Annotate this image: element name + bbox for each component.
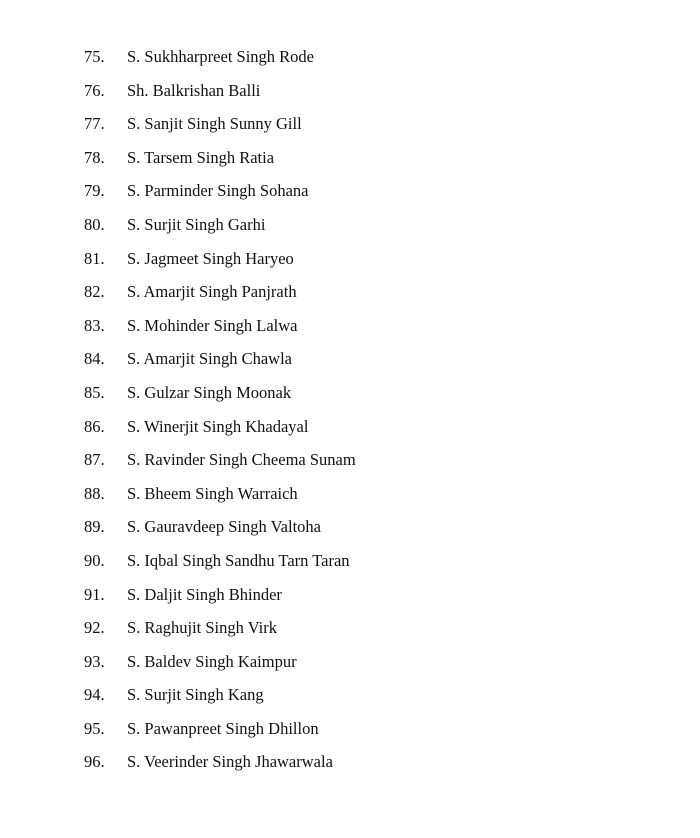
entry-name: S. Sukhharpreet Singh Rode — [127, 47, 314, 66]
list-item — [84, 174, 356, 208]
list-item — [84, 645, 356, 679]
entry-number: 86. — [84, 416, 105, 436]
list-item — [84, 40, 356, 74]
entry-name: S. Iqbal Singh Sandhu Tarn Taran — [127, 550, 350, 570]
entry-name: S. Parminder Singh Sohana — [127, 181, 309, 201]
list-item — [84, 410, 356, 444]
entry-number: 96. — [84, 752, 105, 772]
list-item — [84, 510, 356, 544]
entry-number: 90. — [84, 550, 105, 570]
entry-name: S. Sanjit Singh Sunny Gill — [127, 114, 302, 134]
list-item — [84, 141, 356, 175]
list-item — [84, 242, 356, 276]
entry-number: 87. — [84, 450, 105, 470]
entry-number: 79. — [84, 181, 105, 201]
list-item — [84, 544, 356, 578]
entry-name: S. Surjit Singh Kang — [127, 685, 264, 705]
entry-name: S. Veerinder Singh Jhawarwala — [127, 752, 333, 772]
entry-name: S. Surjit Singh Garhi — [127, 214, 266, 234]
entry-number: 95. — [84, 718, 105, 738]
entry-name: S. Tarsem Singh Ratia — [127, 147, 275, 167]
entry-name: S. Gulzar Singh Moonak — [127, 382, 292, 402]
entry-name: S. Winerjit Singh Khadayal — [127, 416, 309, 436]
entry-name: S. Daljit Singh Bhinder — [127, 584, 282, 604]
entry-number: 77. — [84, 114, 105, 134]
entry-name: S. Amarjit Singh Panjrath — [127, 282, 297, 302]
list-item — [84, 443, 356, 477]
list-item — [84, 342, 356, 376]
entry-number: 89. — [84, 517, 105, 537]
entry-number: 75. — [84, 47, 105, 66]
entry-name: S. Jagmeet Singh Haryeo — [127, 248, 294, 268]
list-item — [84, 611, 356, 645]
entry-number: 81. — [84, 248, 105, 268]
list-item — [84, 208, 356, 242]
name-list — [84, 40, 356, 779]
entry-number: 82. — [84, 282, 105, 302]
list-item — [84, 376, 356, 410]
entry-number: 84. — [84, 349, 105, 369]
list-item — [84, 107, 356, 141]
entry-name: S. Baldev Singh Kaimpur — [127, 651, 297, 671]
entry-number: 93. — [84, 651, 105, 671]
list-item — [84, 74, 356, 108]
entry-number: 92. — [84, 618, 105, 638]
list-item — [84, 309, 356, 343]
entry-number: 94. — [84, 685, 105, 705]
entry-name: S. Raghujit Singh Virk — [127, 618, 277, 638]
entry-number: 85. — [84, 382, 105, 402]
entry-number: 80. — [84, 214, 105, 234]
entry-number: 78. — [84, 147, 105, 167]
entry-number: 91. — [84, 584, 105, 604]
list-item — [84, 745, 356, 779]
list-item — [84, 678, 356, 712]
entry-name: S. Gauravdeep Singh Valtoha — [127, 517, 321, 537]
entry-number: 88. — [84, 483, 105, 503]
list-item — [84, 275, 356, 309]
entry-number: 76. — [84, 80, 105, 100]
list-item — [84, 477, 356, 511]
entry-name: S. Amarjit Singh Chawla — [127, 349, 292, 369]
entry-number: 83. — [84, 315, 105, 335]
entry-name: S. Ravinder Singh Cheema Sunam — [127, 450, 356, 470]
list-item — [84, 712, 356, 746]
entry-name: Sh. Balkrishan Balli — [127, 80, 261, 100]
entry-name: S. Pawanpreet Singh Dhillon — [127, 718, 319, 738]
entry-name: S. Bheem Singh Warraich — [127, 483, 298, 503]
entry-name: S. Mohinder Singh Lalwa — [127, 315, 298, 335]
list-item — [84, 578, 356, 612]
